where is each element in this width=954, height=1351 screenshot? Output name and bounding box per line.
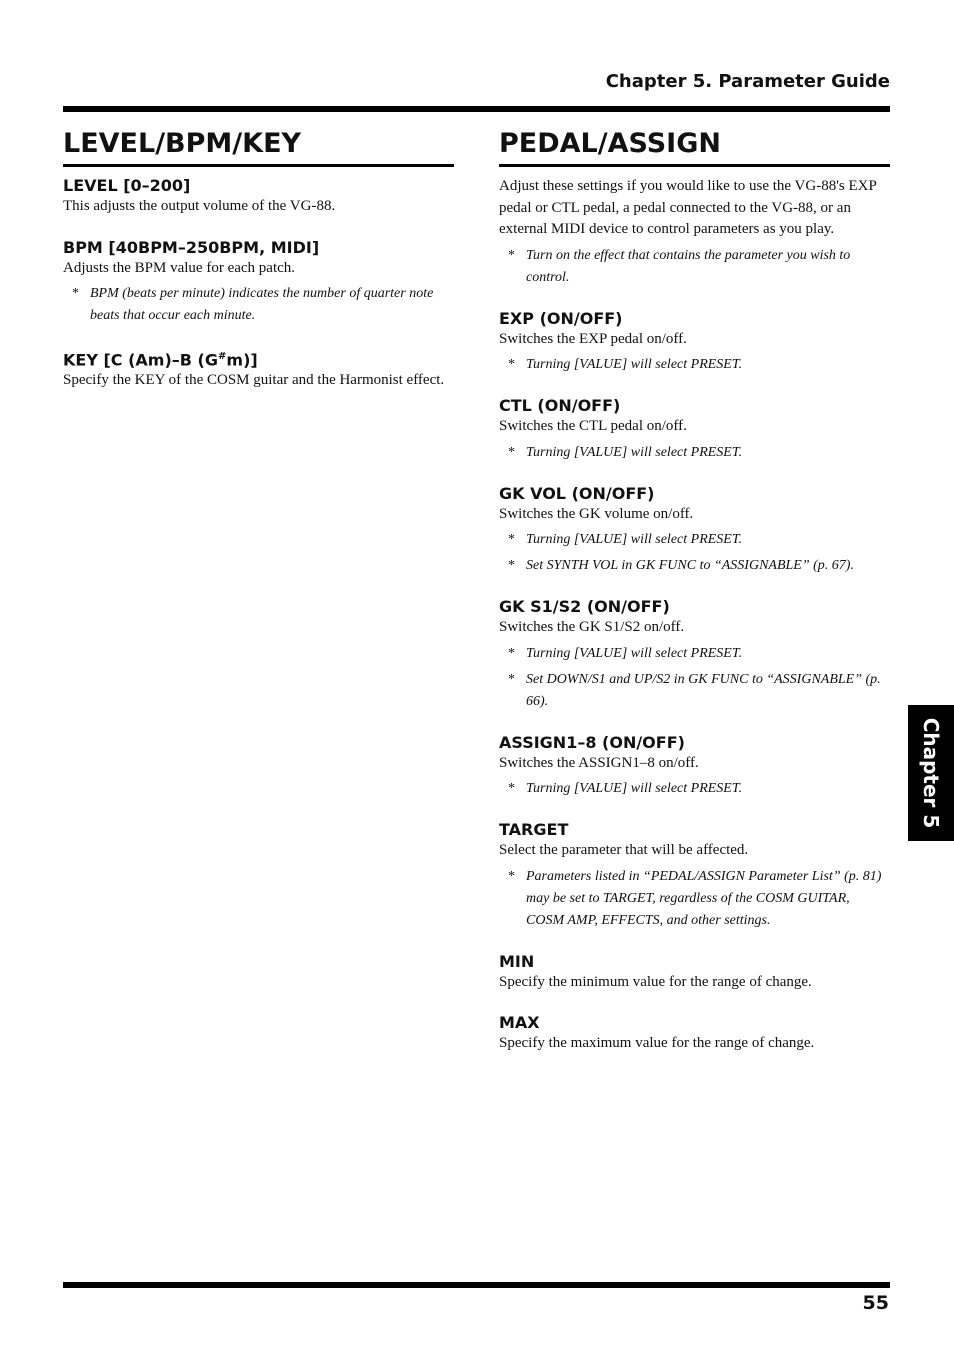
param-heading: EXP (ON/OFF) bbox=[499, 308, 623, 328]
note-text: Set SYNTH VOL in GK FUNC to “ASSIGNABLE” (p. 67). bbox=[526, 558, 854, 573]
note bbox=[499, 669, 890, 713]
note bbox=[499, 529, 890, 551]
note-asterisk: * bbox=[508, 357, 515, 372]
param-key bbox=[63, 347, 454, 392]
param-heading: MAX bbox=[499, 1013, 540, 1032]
note-asterisk: * bbox=[508, 671, 515, 687]
note bbox=[499, 442, 890, 464]
note bbox=[63, 283, 454, 327]
param-gk-vol bbox=[499, 484, 890, 578]
param-target bbox=[499, 820, 890, 932]
note-asterisk: * bbox=[508, 444, 515, 460]
param-description: Adjusts the BPM value for each patch. bbox=[63, 259, 296, 276]
param-heading: TARGET bbox=[499, 820, 569, 839]
param-description: Specify the minimum value for the range of change. bbox=[499, 973, 812, 990]
note-text: Turn on the effect that contains the parameter you wish to control. bbox=[526, 247, 851, 285]
param-heading: GK S1/S2 (ON/OFF) bbox=[499, 597, 670, 616]
footer-rule bbox=[63, 1282, 890, 1288]
param-description: Select the parameter that will be affected. bbox=[499, 842, 749, 858]
page-number: 55 bbox=[862, 1292, 889, 1314]
note-text: Turning [VALUE] will select PRESET. bbox=[526, 532, 743, 547]
param-description: This adjusts the output volume of the VG-88. bbox=[63, 198, 336, 214]
param-min bbox=[499, 952, 890, 994]
param-heading-part: KEY [C (Am)–B (G bbox=[63, 350, 218, 370]
note-text: BPM (beats per minute) indicates the number of quarter note beats that occur each minute. bbox=[90, 286, 434, 323]
note-text: Turning [VALUE] will select PRESET. bbox=[526, 357, 743, 372]
param-description: Switches the GK S1/S2 on/off. bbox=[499, 619, 685, 635]
section-title-pedal-assign: PEDAL/ASSIGN bbox=[499, 126, 890, 167]
chapter-side-tab bbox=[908, 705, 954, 841]
note-text: Turning [VALUE] will select PRESET. bbox=[526, 444, 743, 460]
param-heading bbox=[63, 347, 454, 370]
right-column bbox=[499, 126, 890, 1055]
note-text: Set DOWN/S1 and UP/S2 in GK FUNC to “ASSIGNABLE” (p. 66). bbox=[526, 671, 881, 709]
param-heading: MIN bbox=[499, 951, 535, 971]
note-text: Parameters listed in “PEDAL/ASSIGN Parameter List” (p. 81) may be set to TARGET, regardless of the COSM GUITAR, COSM AMP, EFFECTS, and other settings. bbox=[526, 868, 882, 928]
param-exp bbox=[499, 309, 890, 377]
note-asterisk: * bbox=[508, 558, 515, 573]
note-asterisk: * bbox=[508, 247, 515, 263]
param-heading: LEVEL [0–200] bbox=[63, 176, 191, 195]
note-asterisk: * bbox=[508, 532, 515, 547]
header-rule bbox=[63, 106, 890, 112]
sharp-symbol: # bbox=[218, 351, 227, 362]
note-text: Turning [VALUE] will select PRESET. bbox=[526, 781, 743, 796]
param-description: Specify the maximum value for the range of change. bbox=[499, 1035, 815, 1051]
section-title-level-bpm-key: LEVEL/BPM/KEY bbox=[63, 126, 454, 167]
param-description: Specify the KEY of the COSM guitar and the Harmonist effect. bbox=[63, 372, 445, 389]
param-ctl bbox=[499, 396, 890, 464]
left-column bbox=[63, 126, 454, 392]
param-description: Switches the CTL pedal on/off. bbox=[499, 418, 687, 434]
param-assign bbox=[499, 733, 890, 801]
note-asterisk: * bbox=[508, 868, 515, 884]
param-heading: ASSIGN1–8 (ON/OFF) bbox=[499, 732, 685, 752]
note bbox=[499, 778, 890, 800]
param-level bbox=[63, 176, 454, 218]
param-bpm bbox=[63, 238, 454, 328]
param-heading: CTL (ON/OFF) bbox=[499, 396, 621, 415]
note bbox=[499, 643, 890, 665]
param-heading-part: m)] bbox=[226, 350, 258, 370]
param-description: Switches the GK volume on/off. bbox=[499, 505, 694, 522]
param-description: Switches the ASSIGN1–8 on/off. bbox=[499, 754, 699, 771]
note-asterisk: * bbox=[72, 286, 79, 301]
note bbox=[499, 555, 890, 577]
note bbox=[499, 866, 890, 932]
param-max bbox=[499, 1013, 890, 1055]
chapter-tab-label: Chapter 5 bbox=[919, 717, 943, 829]
note bbox=[499, 354, 890, 376]
running-header: Chapter 5. Parameter Guide bbox=[605, 71, 890, 92]
note bbox=[499, 245, 890, 289]
param-description: Switches the EXP pedal on/off. bbox=[499, 330, 687, 347]
note-asterisk: * bbox=[508, 781, 515, 796]
param-heading: BPM [40BPM–250BPM, MIDI] bbox=[63, 237, 320, 257]
pedal-assign-intro bbox=[499, 176, 890, 289]
intro-text: Adjust these settings if you would like to use the VG-88's EXP pedal or CTL pedal, a pedal connected to the VG-88, or an external MIDI device to control parameters as you play. bbox=[499, 178, 877, 237]
note-asterisk: * bbox=[508, 645, 515, 661]
param-heading: GK VOL (ON/OFF) bbox=[499, 483, 655, 503]
note-text: Turning [VALUE] will select PRESET. bbox=[526, 645, 743, 661]
param-gk-s1-s2 bbox=[499, 597, 890, 713]
